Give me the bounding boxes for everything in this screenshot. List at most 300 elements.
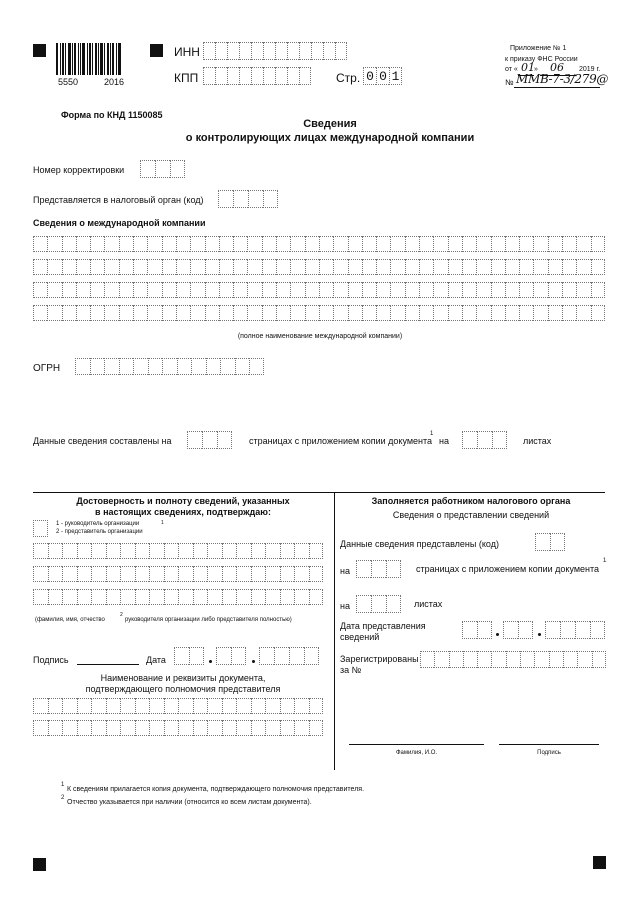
tax-authority-code-field[interactable] bbox=[218, 190, 278, 208]
char-cell bbox=[162, 236, 176, 252]
char-cell bbox=[62, 305, 76, 321]
char-cell bbox=[33, 589, 48, 605]
submission-date-year-field[interactable] bbox=[545, 621, 605, 639]
char-cell bbox=[294, 589, 309, 605]
barcode bbox=[56, 43, 121, 75]
char-cell bbox=[106, 566, 121, 582]
char-cell bbox=[91, 566, 106, 582]
char-cell bbox=[462, 236, 476, 252]
char-cell bbox=[236, 720, 251, 736]
char-cell bbox=[376, 305, 390, 321]
char-cell bbox=[47, 282, 61, 298]
char-cell bbox=[106, 589, 121, 605]
signer-name-caption-footnote-ref: 2 bbox=[120, 612, 123, 618]
char-cell bbox=[591, 282, 605, 298]
registered-label-line-2: за № bbox=[340, 665, 362, 675]
char-cell bbox=[149, 589, 164, 605]
char-cell bbox=[135, 566, 150, 582]
char-cell bbox=[75, 358, 90, 375]
char-cell bbox=[419, 236, 433, 252]
pages-on-text: на bbox=[439, 436, 449, 446]
corner-marker-bottom-right bbox=[593, 856, 606, 869]
pages-count-field[interactable] bbox=[187, 431, 232, 449]
char-cell bbox=[133, 259, 147, 275]
sheets-label: листах bbox=[523, 436, 552, 446]
char-cell bbox=[62, 720, 77, 736]
char-cell bbox=[190, 259, 204, 275]
footnote-1-text: К сведениям прилагается копия документа, подтверждающего полномочия представителя. bbox=[67, 786, 365, 793]
char-cell bbox=[280, 566, 295, 582]
auth-doc-row-1[interactable] bbox=[33, 698, 323, 714]
order-date-prefix: от « bbox=[505, 66, 518, 73]
char-cell bbox=[48, 566, 63, 582]
char-cell bbox=[463, 651, 477, 668]
char-cell bbox=[222, 566, 237, 582]
char-cell bbox=[120, 566, 135, 582]
char-cell bbox=[390, 259, 404, 275]
char-cell bbox=[62, 566, 77, 582]
char-cell bbox=[48, 720, 63, 736]
registration-number-field[interactable] bbox=[420, 651, 606, 668]
char-cell bbox=[290, 236, 304, 252]
char-cell bbox=[147, 259, 161, 275]
char-cell bbox=[505, 305, 519, 321]
date-label: Дата bbox=[146, 655, 166, 665]
char-cell bbox=[164, 589, 179, 605]
barcode-left-number: 5550 bbox=[58, 77, 79, 87]
char-cell bbox=[519, 282, 533, 298]
signature-label: Подпись bbox=[33, 655, 69, 665]
signer-name-row-1[interactable] bbox=[33, 543, 323, 559]
char-cell bbox=[104, 358, 119, 375]
char-cell bbox=[476, 282, 490, 298]
char-cell bbox=[562, 236, 576, 252]
char-cell bbox=[562, 259, 576, 275]
char-cell bbox=[319, 236, 333, 252]
char-cell bbox=[90, 305, 104, 321]
char-cell bbox=[133, 305, 147, 321]
page-digit-3: 1 bbox=[389, 67, 402, 85]
char-cell bbox=[235, 358, 250, 375]
footnote-2-text: Отчество указывается при наличии (относится ко всем листам документа). bbox=[67, 799, 312, 806]
char-cell bbox=[233, 282, 247, 298]
left-block-title-line-2: в настоящих сведениях, подтверждаю: bbox=[95, 507, 271, 517]
kpp-field[interactable] bbox=[203, 67, 311, 85]
char-cell bbox=[362, 282, 376, 298]
char-cell bbox=[533, 259, 547, 275]
char-cell bbox=[390, 305, 404, 321]
char-cell bbox=[120, 698, 135, 714]
char-cell bbox=[576, 259, 590, 275]
char-cell bbox=[265, 566, 280, 582]
char-cell bbox=[193, 566, 208, 582]
char-cell bbox=[251, 543, 266, 559]
char-cell bbox=[219, 305, 233, 321]
char-cell bbox=[405, 259, 419, 275]
signer-option-2: 2 - представитель организации bbox=[56, 529, 143, 535]
inspector-signature-line[interactable] bbox=[499, 744, 599, 745]
char-cell bbox=[207, 589, 222, 605]
char-cell bbox=[348, 236, 362, 252]
char-cell bbox=[448, 259, 462, 275]
right-pages-count-field[interactable] bbox=[356, 560, 401, 578]
char-cell bbox=[48, 589, 63, 605]
char-cell bbox=[249, 358, 264, 375]
char-cell bbox=[420, 651, 434, 668]
char-cell bbox=[348, 282, 362, 298]
char-cell bbox=[77, 698, 92, 714]
char-cell bbox=[333, 236, 347, 252]
char-cell bbox=[190, 236, 204, 252]
char-cell bbox=[262, 305, 276, 321]
char-cell bbox=[390, 236, 404, 252]
char-cell bbox=[162, 259, 176, 275]
char-cell bbox=[135, 589, 150, 605]
char-cell bbox=[276, 236, 290, 252]
char-cell bbox=[562, 305, 576, 321]
char-cell bbox=[149, 566, 164, 582]
char-cell bbox=[290, 282, 304, 298]
char-cell bbox=[119, 305, 133, 321]
char-cell bbox=[319, 305, 333, 321]
pages-label: Данные сведения составлены на bbox=[33, 436, 172, 446]
char-cell bbox=[505, 259, 519, 275]
char-cell bbox=[222, 589, 237, 605]
presented-code-field[interactable] bbox=[535, 533, 565, 551]
registered-label-line-1: Зарегистрированы bbox=[340, 654, 419, 664]
inn-label: ИНН bbox=[174, 45, 200, 59]
char-cell bbox=[90, 282, 104, 298]
char-cell bbox=[119, 282, 133, 298]
char-cell bbox=[476, 305, 490, 321]
char-cell bbox=[491, 305, 505, 321]
page-digit-1: 0 bbox=[363, 67, 376, 85]
signer-type-field[interactable] bbox=[33, 520, 48, 537]
char-cell bbox=[262, 236, 276, 252]
char-cell bbox=[519, 236, 533, 252]
char-cell bbox=[405, 305, 419, 321]
ogrn-field[interactable] bbox=[75, 358, 264, 375]
char-cell bbox=[33, 282, 47, 298]
char-cell bbox=[280, 543, 295, 559]
char-cell bbox=[294, 698, 309, 714]
char-cell bbox=[33, 698, 48, 714]
char-cell bbox=[162, 305, 176, 321]
char-cell bbox=[548, 259, 562, 275]
char-cell bbox=[233, 236, 247, 252]
char-cell bbox=[193, 720, 208, 736]
char-cell bbox=[576, 305, 590, 321]
date-day-field[interactable] bbox=[174, 647, 204, 665]
char-cell bbox=[265, 698, 280, 714]
char-cell bbox=[47, 259, 61, 275]
signature-line[interactable] bbox=[77, 664, 139, 665]
char-cell bbox=[135, 543, 150, 559]
char-cell bbox=[390, 282, 404, 298]
order-month: 06 bbox=[550, 61, 564, 74]
sheets-count-field[interactable] bbox=[462, 431, 507, 449]
right-block-title: Заполняется работником налогового органа bbox=[371, 496, 571, 506]
char-cell bbox=[62, 259, 76, 275]
char-cell bbox=[419, 259, 433, 275]
char-cell bbox=[147, 282, 161, 298]
right-on-label-2: на bbox=[340, 601, 350, 611]
char-cell bbox=[120, 589, 135, 605]
char-cell bbox=[247, 259, 261, 275]
char-cell bbox=[219, 236, 233, 252]
char-cell bbox=[177, 358, 192, 375]
char-cell bbox=[562, 282, 576, 298]
char-cell bbox=[276, 282, 290, 298]
company-name-row-4[interactable] bbox=[33, 305, 605, 321]
char-cell bbox=[135, 720, 150, 736]
char-cell bbox=[149, 720, 164, 736]
char-cell bbox=[309, 589, 324, 605]
char-cell bbox=[149, 543, 164, 559]
char-cell bbox=[33, 566, 48, 582]
char-cell bbox=[205, 305, 219, 321]
char-cell bbox=[207, 566, 222, 582]
char-cell bbox=[348, 259, 362, 275]
char-cell bbox=[62, 589, 77, 605]
char-cell bbox=[104, 259, 118, 275]
char-cell bbox=[462, 305, 476, 321]
char-cell bbox=[433, 305, 447, 321]
char-cell bbox=[133, 236, 147, 252]
char-cell bbox=[592, 651, 606, 668]
char-cell bbox=[106, 720, 121, 736]
right-sheets-count-field[interactable] bbox=[356, 595, 401, 613]
inspector-name-line[interactable] bbox=[349, 744, 484, 745]
char-cell bbox=[591, 259, 605, 275]
barcode-right-number: 2016 bbox=[104, 77, 125, 87]
date-year-field[interactable] bbox=[259, 647, 319, 665]
char-cell bbox=[251, 720, 266, 736]
char-cell bbox=[294, 566, 309, 582]
char-cell bbox=[190, 305, 204, 321]
char-cell bbox=[476, 236, 490, 252]
char-cell bbox=[176, 236, 190, 252]
company-section-label: Сведения о международной компании bbox=[33, 218, 206, 228]
char-cell bbox=[276, 305, 290, 321]
char-cell bbox=[222, 543, 237, 559]
page-digit-2: 0 bbox=[376, 67, 389, 85]
page-number-field[interactable] bbox=[363, 67, 402, 85]
char-cell bbox=[491, 651, 505, 668]
char-cell bbox=[119, 358, 134, 375]
char-cell bbox=[280, 698, 295, 714]
char-cell bbox=[178, 566, 193, 582]
tax-authority-label: Представляется в налоговый орган (код) bbox=[33, 195, 204, 205]
char-cell bbox=[62, 236, 76, 252]
order-number-prefix: № bbox=[505, 78, 514, 87]
char-cell bbox=[62, 282, 76, 298]
char-cell bbox=[505, 282, 519, 298]
char-cell bbox=[309, 698, 324, 714]
char-cell bbox=[265, 543, 280, 559]
char-cell bbox=[76, 259, 90, 275]
char-cell bbox=[433, 236, 447, 252]
char-cell bbox=[164, 543, 179, 559]
order-month-sep: » bbox=[534, 66, 538, 73]
char-cell bbox=[178, 720, 193, 736]
char-cell bbox=[534, 651, 548, 668]
char-cell bbox=[77, 566, 92, 582]
date-month-field[interactable] bbox=[216, 647, 246, 665]
char-cell bbox=[419, 305, 433, 321]
char-cell bbox=[448, 305, 462, 321]
submission-date-day-field[interactable] bbox=[462, 621, 492, 639]
char-cell bbox=[577, 651, 591, 668]
char-cell bbox=[91, 698, 106, 714]
char-cell bbox=[548, 305, 562, 321]
char-cell bbox=[91, 589, 106, 605]
char-cell bbox=[90, 236, 104, 252]
submission-date-label-line-2: сведений bbox=[340, 632, 380, 642]
char-cell bbox=[448, 282, 462, 298]
char-cell bbox=[506, 651, 520, 668]
char-cell bbox=[309, 566, 324, 582]
right-sheets-text: листах bbox=[414, 599, 443, 609]
char-cell bbox=[419, 282, 433, 298]
char-cell bbox=[376, 282, 390, 298]
char-cell bbox=[219, 282, 233, 298]
char-cell bbox=[193, 698, 208, 714]
auth-doc-row-2[interactable] bbox=[33, 720, 323, 736]
char-cell bbox=[294, 543, 309, 559]
char-cell bbox=[376, 236, 390, 252]
char-cell bbox=[33, 259, 47, 275]
char-cell bbox=[222, 720, 237, 736]
form-title-line-1: Сведения bbox=[303, 118, 357, 130]
company-name-row-2[interactable] bbox=[33, 259, 605, 275]
char-cell bbox=[133, 282, 147, 298]
char-cell bbox=[207, 543, 222, 559]
char-cell bbox=[548, 236, 562, 252]
blocks-vertical-divider bbox=[334, 492, 335, 770]
submission-date-month-field[interactable] bbox=[503, 621, 533, 639]
char-cell bbox=[119, 259, 133, 275]
char-cell bbox=[222, 698, 237, 714]
char-cell bbox=[47, 236, 61, 252]
right-on-label: на bbox=[340, 566, 350, 576]
char-cell bbox=[164, 566, 179, 582]
char-cell bbox=[33, 543, 48, 559]
signer-option-1: 1 - руководитель организации bbox=[56, 521, 140, 527]
char-cell bbox=[247, 282, 261, 298]
char-cell bbox=[376, 259, 390, 275]
char-cell bbox=[251, 698, 266, 714]
char-cell bbox=[280, 720, 295, 736]
char-cell bbox=[448, 236, 462, 252]
char-cell bbox=[290, 259, 304, 275]
char-cell bbox=[176, 305, 190, 321]
char-cell bbox=[147, 305, 161, 321]
char-cell bbox=[178, 589, 193, 605]
char-cell bbox=[62, 543, 77, 559]
auth-doc-title-line-1: Наименование и реквизиты документа, bbox=[100, 673, 266, 683]
char-cell bbox=[233, 305, 247, 321]
company-name-row-3[interactable] bbox=[33, 282, 605, 298]
char-cell bbox=[309, 720, 324, 736]
char-cell bbox=[319, 259, 333, 275]
char-cell bbox=[148, 358, 163, 375]
char-cell bbox=[333, 282, 347, 298]
ogrn-label: ОГРН bbox=[33, 363, 61, 374]
char-cell bbox=[205, 282, 219, 298]
left-block-title-line-1: Достоверность и полноту сведений, указанных bbox=[76, 496, 290, 506]
char-cell bbox=[104, 282, 118, 298]
char-cell bbox=[348, 305, 362, 321]
char-cell bbox=[48, 698, 63, 714]
char-cell bbox=[207, 698, 222, 714]
char-cell bbox=[319, 282, 333, 298]
inn-field[interactable] bbox=[203, 42, 347, 60]
char-cell bbox=[48, 543, 63, 559]
pages-footnote-ref: 1 bbox=[430, 431, 434, 437]
char-cell bbox=[265, 589, 280, 605]
correction-number-field[interactable] bbox=[140, 160, 185, 178]
char-cell bbox=[147, 236, 161, 252]
char-cell bbox=[120, 543, 135, 559]
inspector-signature-caption: Подпись bbox=[537, 750, 561, 756]
char-cell bbox=[76, 282, 90, 298]
char-cell bbox=[405, 282, 419, 298]
signer-name-caption-a: (фамилия, имя, отчество bbox=[35, 617, 105, 623]
char-cell bbox=[247, 236, 261, 252]
char-cell bbox=[362, 259, 376, 275]
corner-marker-bottom-left bbox=[33, 858, 46, 871]
char-cell bbox=[305, 282, 319, 298]
char-cell bbox=[162, 358, 177, 375]
corner-marker-top-middle bbox=[150, 44, 163, 57]
char-cell bbox=[533, 236, 547, 252]
order-year: 2019 г. bbox=[579, 66, 601, 73]
footnote-2-number: 2 bbox=[61, 795, 65, 801]
char-cell bbox=[220, 358, 235, 375]
char-cell bbox=[505, 236, 519, 252]
char-cell bbox=[77, 589, 92, 605]
char-cell bbox=[449, 651, 463, 668]
char-cell bbox=[90, 358, 105, 375]
signer-name-row-2[interactable] bbox=[33, 566, 323, 582]
char-cell bbox=[563, 651, 577, 668]
inspector-name-caption: Фамилия, И.О. bbox=[395, 750, 438, 756]
order-day: 01 bbox=[521, 61, 535, 74]
char-cell bbox=[576, 282, 590, 298]
char-cell bbox=[548, 282, 562, 298]
char-cell bbox=[205, 259, 219, 275]
right-pages-text: страницах с приложением копии документа bbox=[416, 564, 600, 574]
char-cell bbox=[176, 282, 190, 298]
char-cell bbox=[477, 651, 491, 668]
char-cell bbox=[236, 566, 251, 582]
form-title-line-2: о контролирующих лицах международной компании bbox=[185, 132, 475, 144]
char-cell bbox=[305, 259, 319, 275]
company-name-row-1[interactable] bbox=[33, 236, 605, 252]
company-name-caption: (полное наименование международной компании) bbox=[237, 333, 403, 340]
char-cell bbox=[405, 236, 419, 252]
signer-name-row-3[interactable] bbox=[33, 589, 323, 605]
char-cell bbox=[290, 305, 304, 321]
char-cell bbox=[176, 259, 190, 275]
char-cell bbox=[90, 259, 104, 275]
blocks-top-divider bbox=[33, 492, 605, 493]
char-cell bbox=[519, 305, 533, 321]
char-cell bbox=[162, 282, 176, 298]
char-cell bbox=[76, 236, 90, 252]
char-cell bbox=[178, 543, 193, 559]
